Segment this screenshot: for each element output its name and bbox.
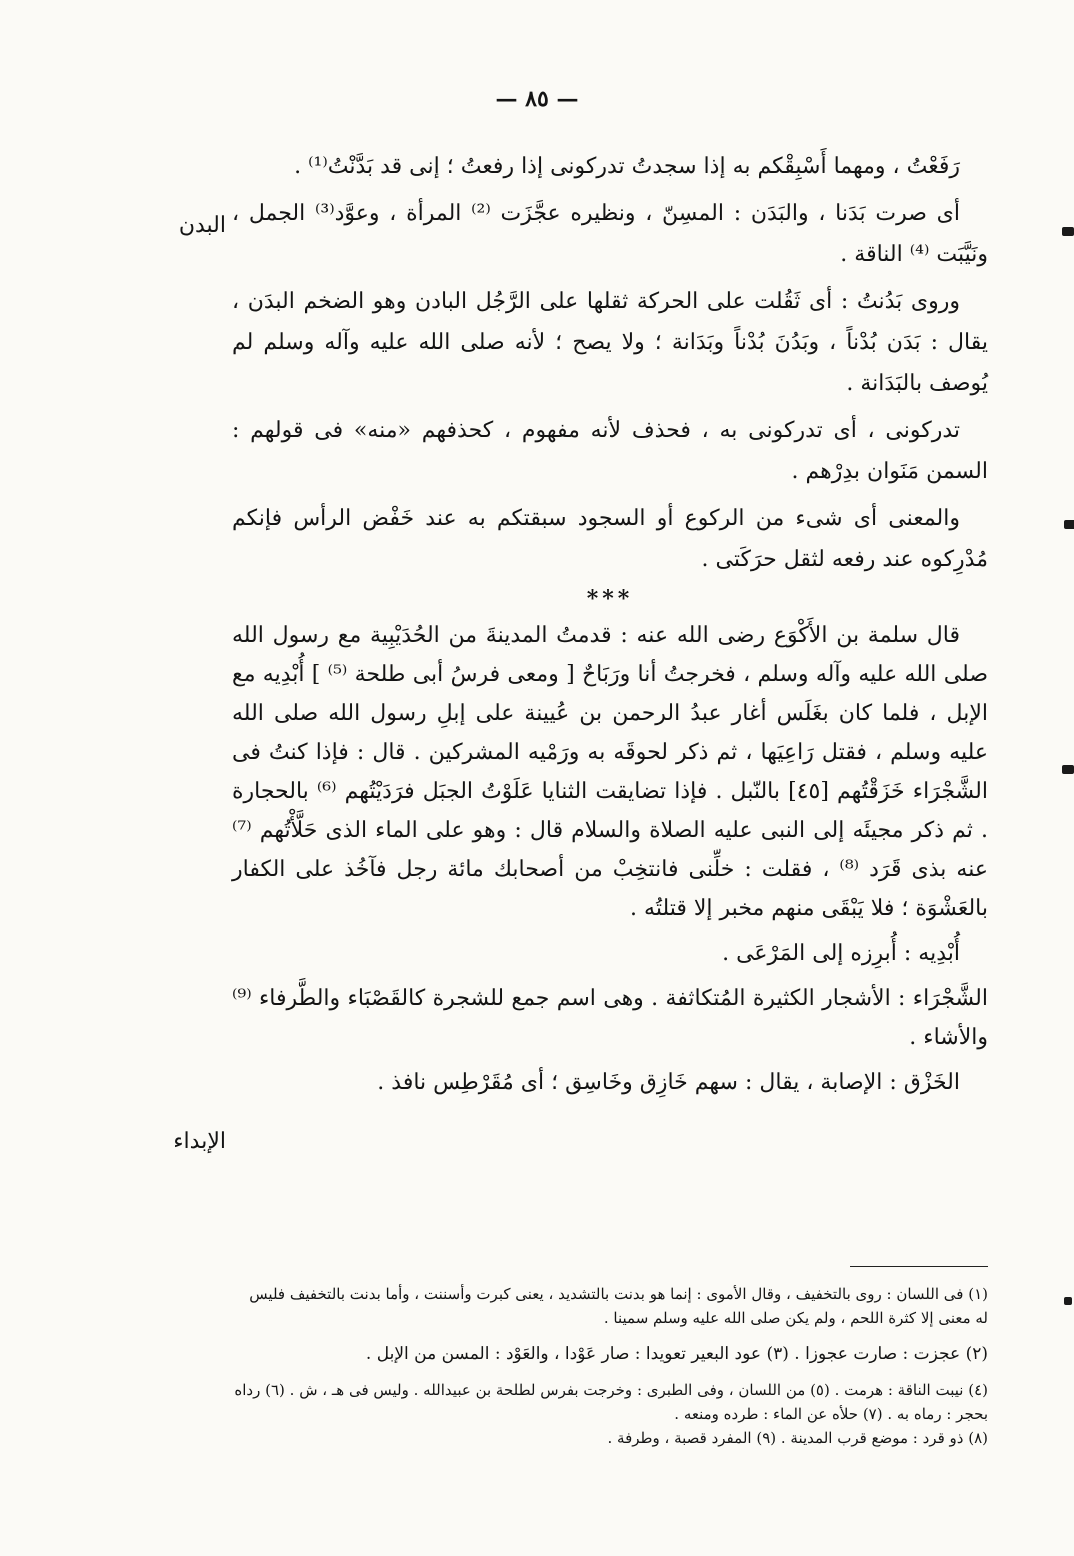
footnote-4-7: (٤) نيبت الناقة : هرمت . (٥) من اللسان ، وفى الطبرى : وخرجت بفرس لطلحة بن عبيدالله . وليس فى هـ ، ش . (٦) رداه بحجر : رماه به . (٧) حلأه عن الماء : طرده ومنعه . <box>234 1381 988 1423</box>
paragraph-ubdih: أُبْدِيه : أُبرِزه إلى المَرْعَى . <box>722 941 960 966</box>
paragraph-khazq: الخَزْق : الإصابة ، يقال : سهم خَازِق وخَاسِق ؛ أى مُقَرْطِس نافذ . <box>377 1070 960 1095</box>
main-text <box>232 146 988 1108</box>
paragraph-shajra: الشَّجْرَاء : الأشجار الكثيرة المُتكاثفة . وهى اسم جمع للشجرة كالقَصْبَاء والطَّرفاء ⁽⁹⁾ والأشاء . <box>232 986 988 1050</box>
scan-edge-mark <box>1064 1297 1072 1305</box>
scan-edge-mark <box>1062 765 1074 774</box>
page-number: — ٨٥ — <box>495 86 579 112</box>
side-note-badan: البدن <box>178 213 226 238</box>
paragraph-salama-hadith: قال سلمة بن الأَكْوَع رضى الله عنه : قدمتُ المدينةَ من الحُدَيْبِية مع رسول الله صلى الله عليه وآله وسلم ، فخرجتُ أنا ورَبَاحٌ [ ومعى فرسُ أبى طلحة ⁽⁵⁾ ] أُبْدِيه مع الإبل ، فلما كان بغَلَس أغار عبدُ الرحمن بن عُيينة على إبلِ رسول الله صلى الله عليه وسلم ، فقتل رَاعِيَها ، ثم ذكر لحوقَه به ورَمْيه المشركين . قال : فإذا كنتُ فى الشَّجْرَاء خَزَقْتُهم [٤٥] بالنّبل . فإذا تضايقت الثنايا عَلَوْتُ الجبَل فرَدَيْتُهم ⁽⁶⁾ بالحجارة . ثم ذكر مجيئَه إلى النبى عليه الصلاة والسلام قال : وهو على الماء الذى حَلَّأْتُهم ⁽⁷⁾ عنه بذى قَرَد ⁽⁸⁾ ، فقلت : خلِّنى فانتخِبْ من أصحابك مائة رجل فآخُذ على الكفار بالعَشْوَة ؛ فلا يَبْقَى منهم مخبر إلا قتلتُه . <box>232 623 988 921</box>
footnote-2-3: (٢) عجزت : صارت عجوزا . (٣) عود البعير تعويدا : صار عَوْدا ، والعَوْد : المسن من الإبل . <box>365 1344 988 1364</box>
section-divider-stars: *** <box>586 586 634 612</box>
footnote-1: (١) فى اللسان : روى بالتخفيف ، وقال الأموى : إنما هو بدنت بالتشديد ، يعنى كبرت وأسننت ، وأما بدنت بالتخفيف فليس له معنى إلا كثرة اللحم ، ولم يكن صلى الله عليه وسلم سمينا . <box>249 1285 988 1327</box>
paragraph-badan-variant: وروى بَدُنتُ : أى ثَقُلت على الحركة ثقلها على الرَّجُل البادن وهو الضخم البدَن ، يقال : بَدَن بُدْناً ، وبَدُنَ بُدْناً وبَدَانة ؛ ولا يصح ؛ لأنه صلى الله عليه وآله وسلم لم يُوصف بالبَدَانة . <box>232 289 988 396</box>
paragraph-tudrikuni: تدركونى ، أى تدركونى به ، فحذف لأنه مفهوم ، كحذفهم «منه» فى قولهم : السمن مَنَوان بدِرْهم . <box>232 418 988 484</box>
paragraph-badan-meaning: أى صرت بَدَنا ، والبَدَن : المسِنّ ، ونظيره عجَّزَت ⁽²⁾ المرأة ، وعوَّد⁽³⁾ الجمل ، ونَيَّبَت ⁽⁴⁾ الناقة . <box>232 201 988 267</box>
footnotes <box>232 1282 988 1450</box>
side-note-ibdaa: الإبداء <box>173 1129 226 1154</box>
footnote-rule <box>850 1266 988 1267</box>
paragraph-meaning: والمعنى أى شىء من الركوع أو السجود سبقتكم به عند خَفْض الرأس فإنكم مُدْرِكوه عند رفعه لثقل حرَكَتى . <box>232 506 988 572</box>
scan-edge-mark <box>1062 227 1074 236</box>
footnote-8-9: (٨) ذو قرد : موضع قرب المدينة . (٩) المفرد قصبة ، وطرفة . <box>607 1429 988 1447</box>
scan-edge-mark <box>1064 520 1074 529</box>
paragraph-hadith-end: رَفَعْتُ ، ومهما أَسْبِقْكم به إذا سجدتُ تدركونى إذا رفعتُ ؛ إنى قد بَدَّنْتُ⁽¹⁾ . <box>294 154 960 179</box>
